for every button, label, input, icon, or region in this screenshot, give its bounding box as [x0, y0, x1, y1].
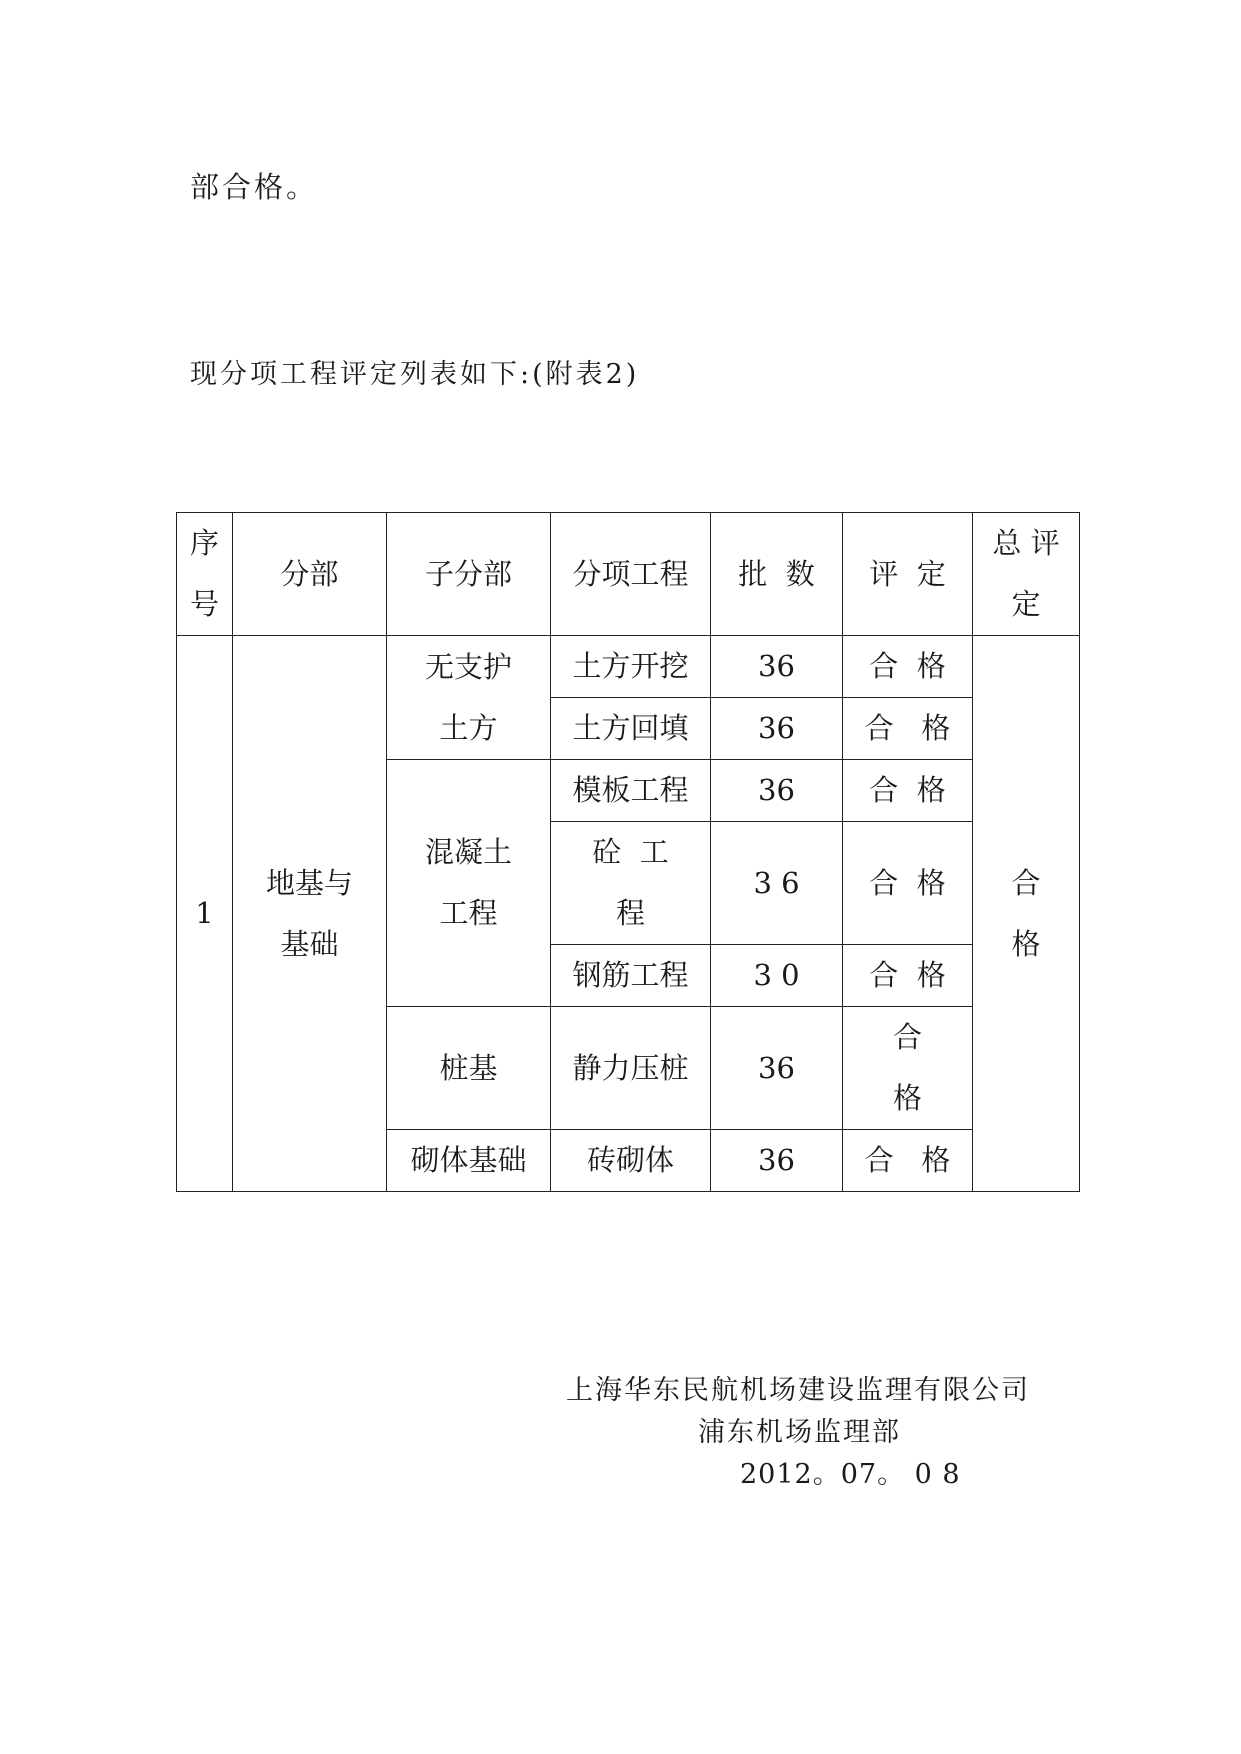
rating-cell: 合 格	[843, 698, 973, 760]
signature-company: 上海华东民航机场建设监理有限公司	[566, 1375, 1030, 1406]
rating-cell: 合 格	[843, 1130, 973, 1192]
header-subdivision: 子分部	[387, 513, 551, 636]
item-cell: 砖砌体	[551, 1130, 711, 1192]
rating-cell: 合 格	[843, 636, 973, 698]
subdivision-cell: 混凝土 工程	[387, 760, 551, 1007]
batches-cell: 36	[711, 1007, 843, 1130]
overall-rating-cell: 合 格	[973, 636, 1080, 1192]
item-cell: 模板工程	[551, 760, 711, 822]
table-row	[177, 636, 1080, 698]
division-cell: 地基与 基础	[233, 636, 387, 1192]
table-header-row	[177, 513, 1080, 636]
rating-cell: 合 格	[843, 760, 973, 822]
header-overall: 总 评 定	[973, 513, 1080, 636]
seq-cell: 1	[177, 636, 233, 1192]
rating-cell: 合 格	[843, 1007, 973, 1130]
item-cell: 静力压桩	[551, 1007, 711, 1130]
rating-cell: 合 格	[843, 945, 973, 1007]
subdivision-cell: 无支护 土方	[387, 636, 551, 760]
paragraph-line-2: 现分项工程评定列表如下:(附表2)	[190, 359, 640, 390]
header-item: 分项工程	[551, 513, 711, 636]
paragraph-line-1: 部合格。	[190, 170, 319, 204]
batches-cell: 3 0	[711, 945, 843, 1007]
header-batches: 批 数	[711, 513, 843, 636]
evaluation-table	[176, 512, 1080, 1192]
batches-cell: 36	[711, 760, 843, 822]
rating-cell: 合 格	[843, 822, 973, 945]
subdivision-cell: 砌体基础	[387, 1130, 551, 1192]
batches-cell: 3 6	[711, 822, 843, 945]
item-cell: 土方回填	[551, 698, 711, 760]
subdivision-cell: 桩基	[387, 1007, 551, 1130]
header-division: 分部	[233, 513, 387, 636]
item-cell: 土方开挖	[551, 636, 711, 698]
header-rating: 评 定	[843, 513, 973, 636]
header-seq: 序 号	[177, 513, 233, 636]
signature-dept: 浦东机场监理部	[698, 1417, 901, 1448]
item-cell: 砼 工 程	[551, 822, 711, 945]
item-cell: 钢筋工程	[551, 945, 711, 1007]
batches-cell: 36	[711, 636, 843, 698]
signature-date: 2012。07。 0 8	[740, 1459, 961, 1490]
batches-cell: 36	[711, 698, 843, 760]
batches-cell: 36	[711, 1130, 843, 1192]
